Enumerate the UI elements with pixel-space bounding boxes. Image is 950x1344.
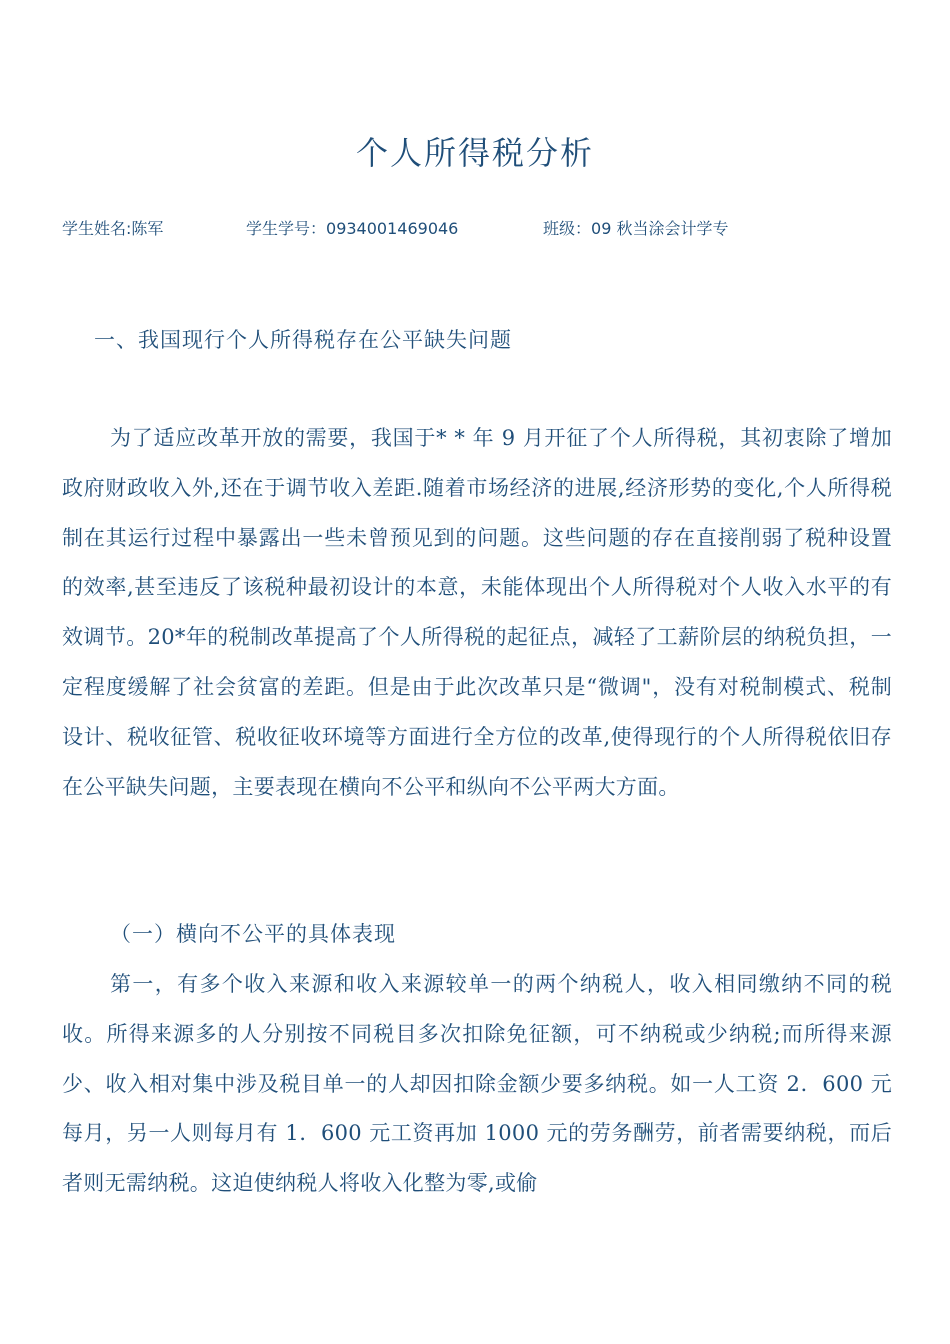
body-paragraph: 为了适应改革开放的需要，我国于* * 年 9 月开征了个人所得税，其初衷除了增加政府财政收入外,还在于调节收入差距.随着市场经济的进展,经济形势的变化,个人所得税制在其运行过程中暴露出一些未曾预见到的问题。这些问题的存在直接削弱了税种设置的效率,甚至违反了该税种最初设计的本意，未能体现出个人所得税对个人收入水平的有效调节。20*年的税制改革提高了个人所得税的起征点，减轻了工薪阶层的纳税负担，一定程度缓解了社会贫富的差距。但是由于此次改革只是“微调"，没有对税制模式、税制设计、税收征管、税收征收环境等方面进行全方位的改革,使得现行的个人所得税依旧存在公平缺失问题，主要表现在横向不公平和纵向不公平两大方面。 <box>62 426 892 799</box>
subsection-heading: （一）横向不公平的具体表现 <box>110 922 396 946</box>
student-name-label: 学生姓名:陈军 <box>62 219 164 238</box>
student-id-label: 学生学号： <box>246 219 327 238</box>
section-heading: 一、我国现行个人所得税存在公平缺失问题 <box>94 328 512 352</box>
document-title: 个人所得税分析 <box>355 134 594 172</box>
class-value-number: 09 <box>591 219 612 238</box>
class-info <box>543 216 728 239</box>
body-paragraph: 第一，有多个收入来源和收入来源较单一的两个纳税人，收入相同缴纳不同的税收。所得来源多的人分别按不同税目多次扣除免征额，可不纳税或少纳税;而所得来源少、收入相对集中涉及税目单一的人却因扣除金额少要多纳税。如一人工资 2．600 元每月，另一人则每月有 1．600 元工资再加 1000 元的劳务酬劳，前者需要纳税，而后者则无需纳税。这迫使纳税人将收入化整为零,或偷 <box>62 972 892 1196</box>
class-value-text: 秋当涂会计学专 <box>611 219 729 238</box>
student-id-value: 0934001469046 <box>326 219 459 238</box>
class-label: 班级： <box>543 219 592 238</box>
student-name <box>62 216 163 239</box>
student-id <box>246 216 458 239</box>
